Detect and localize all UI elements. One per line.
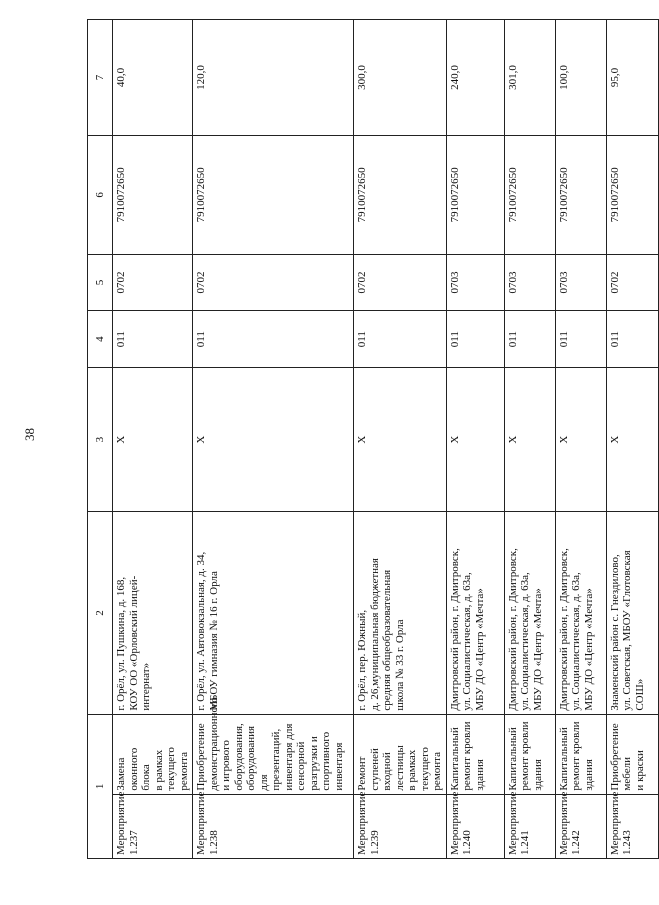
code-target: 7910072650 bbox=[555, 136, 606, 255]
table-row bbox=[504, 20, 555, 859]
address: Дмитровский район, г. Дмитровск, ул. Социалистическая, д. 63а, МБУ ДО «Центр «Мечта» bbox=[446, 512, 504, 714]
code-ministry: 011 bbox=[555, 311, 606, 368]
table-row bbox=[354, 20, 447, 859]
header-row bbox=[88, 20, 113, 859]
code-ministry: 011 bbox=[446, 311, 504, 368]
code-section: 0703 bbox=[504, 254, 555, 311]
row-label: Мероприятие 1.240 bbox=[446, 794, 504, 858]
code-section: 0703 bbox=[555, 254, 606, 311]
amount: 40,0 bbox=[113, 20, 193, 136]
code-section: 0702 bbox=[113, 254, 193, 311]
mark: Х bbox=[446, 368, 504, 512]
code-ministry: 011 bbox=[193, 311, 354, 368]
measure-name: Приобретение мебели и краски bbox=[606, 714, 658, 794]
mark: Х bbox=[354, 368, 447, 512]
amount: 100,0 bbox=[555, 20, 606, 136]
address: Дмитровский район, г. Дмитровск, ул. Социалистическая, д. 63а, МБУ ДО «Центр «Мечта» bbox=[555, 512, 606, 714]
mark: Х bbox=[113, 368, 193, 512]
row-label: Мероприятие 1.242 bbox=[555, 794, 606, 858]
row-label: Мероприятие 1.241 bbox=[504, 794, 555, 858]
table-row bbox=[446, 20, 504, 859]
mark: Х bbox=[504, 368, 555, 512]
mark: Х bbox=[193, 368, 354, 512]
code-ministry: 011 bbox=[504, 311, 555, 368]
column-header: 7 bbox=[88, 20, 113, 136]
column-header: 6 bbox=[88, 136, 113, 255]
amount: 300,0 bbox=[354, 20, 447, 136]
amount: 240,0 bbox=[446, 20, 504, 136]
measure-name: Капитальный ремонт кровли здания bbox=[555, 714, 606, 794]
page-number: 38 bbox=[22, 428, 37, 441]
column-header: 5 bbox=[88, 254, 113, 311]
address: г. Орёл, ул. Автовокзальная, д. 34, МБОУ гимназия № 16 г. Орла bbox=[193, 512, 354, 714]
address: Дмитровский район, г. Дмитровск, ул. Социалистическая, д. 63а, МБУ ДО «Центр «Мечта» bbox=[504, 512, 555, 714]
code-section: 0702 bbox=[354, 254, 447, 311]
measure-name: Капитальный ремонт кровли здания bbox=[446, 714, 504, 794]
code-ministry: 011 bbox=[113, 311, 193, 368]
amount: 301,0 bbox=[504, 20, 555, 136]
mark: Х bbox=[555, 368, 606, 512]
budget-table bbox=[87, 19, 646, 859]
code-ministry: 011 bbox=[606, 311, 658, 368]
row-label: Мероприятие 1.237 bbox=[113, 794, 193, 858]
code-target: 7910072650 bbox=[504, 136, 555, 255]
column-header: 2 bbox=[88, 512, 113, 714]
address: г. Орёл, ул. Пушкина, д. 168, КОУ ОО «Орловский лицей- интернат» bbox=[113, 512, 193, 714]
address: Знаменский район с. Гнездилово, ул. Советская, МБОУ «Глотовская СОШ» bbox=[606, 512, 658, 714]
code-ministry: 011 bbox=[354, 311, 447, 368]
measure-name: Капитальный ремонт кровли здания bbox=[504, 714, 555, 794]
code-target: 7910072650 bbox=[193, 136, 354, 255]
code-target: 7910072650 bbox=[354, 136, 447, 255]
row-label: Мероприятие 1.243 bbox=[606, 794, 658, 858]
code-section: 0702 bbox=[606, 254, 658, 311]
code-target: 7910072650 bbox=[113, 136, 193, 255]
measure-name: Ремонт ступеней входной лестницы в рамках текущего ремонта bbox=[354, 714, 447, 794]
code-section: 0702 bbox=[193, 254, 354, 311]
address: г. Орёл, пер. Южный, д. 26,муниципальная бюджетная средняя общеобразовательная школа № 33 г. Орла bbox=[354, 512, 447, 714]
column-header: 3 bbox=[88, 368, 113, 512]
table-row bbox=[555, 20, 606, 859]
column-header: 1 bbox=[88, 714, 113, 858]
code-target: 7910072650 bbox=[446, 136, 504, 255]
code-section: 0703 bbox=[446, 254, 504, 311]
row-label: Мероприятие 1.238 bbox=[193, 794, 354, 858]
table-row bbox=[606, 20, 658, 859]
measure-name: Приобретение демонстрационного и игрового оборудования, оборудования для презентаций, инвентаря для сенсорной разгрузки и спортивного инвентаря bbox=[193, 714, 354, 794]
table-row bbox=[113, 20, 193, 859]
row-label: Мероприятие 1.239 bbox=[354, 794, 447, 858]
code-target: 7910072650 bbox=[606, 136, 658, 255]
amount: 120,0 bbox=[193, 20, 354, 136]
mark: Х bbox=[606, 368, 658, 512]
column-header: 4 bbox=[88, 311, 113, 368]
table-row bbox=[193, 20, 354, 859]
measure-name: Замена оконного блока в рамках текущего ремонта bbox=[113, 714, 193, 794]
amount: 95,0 bbox=[606, 20, 658, 136]
